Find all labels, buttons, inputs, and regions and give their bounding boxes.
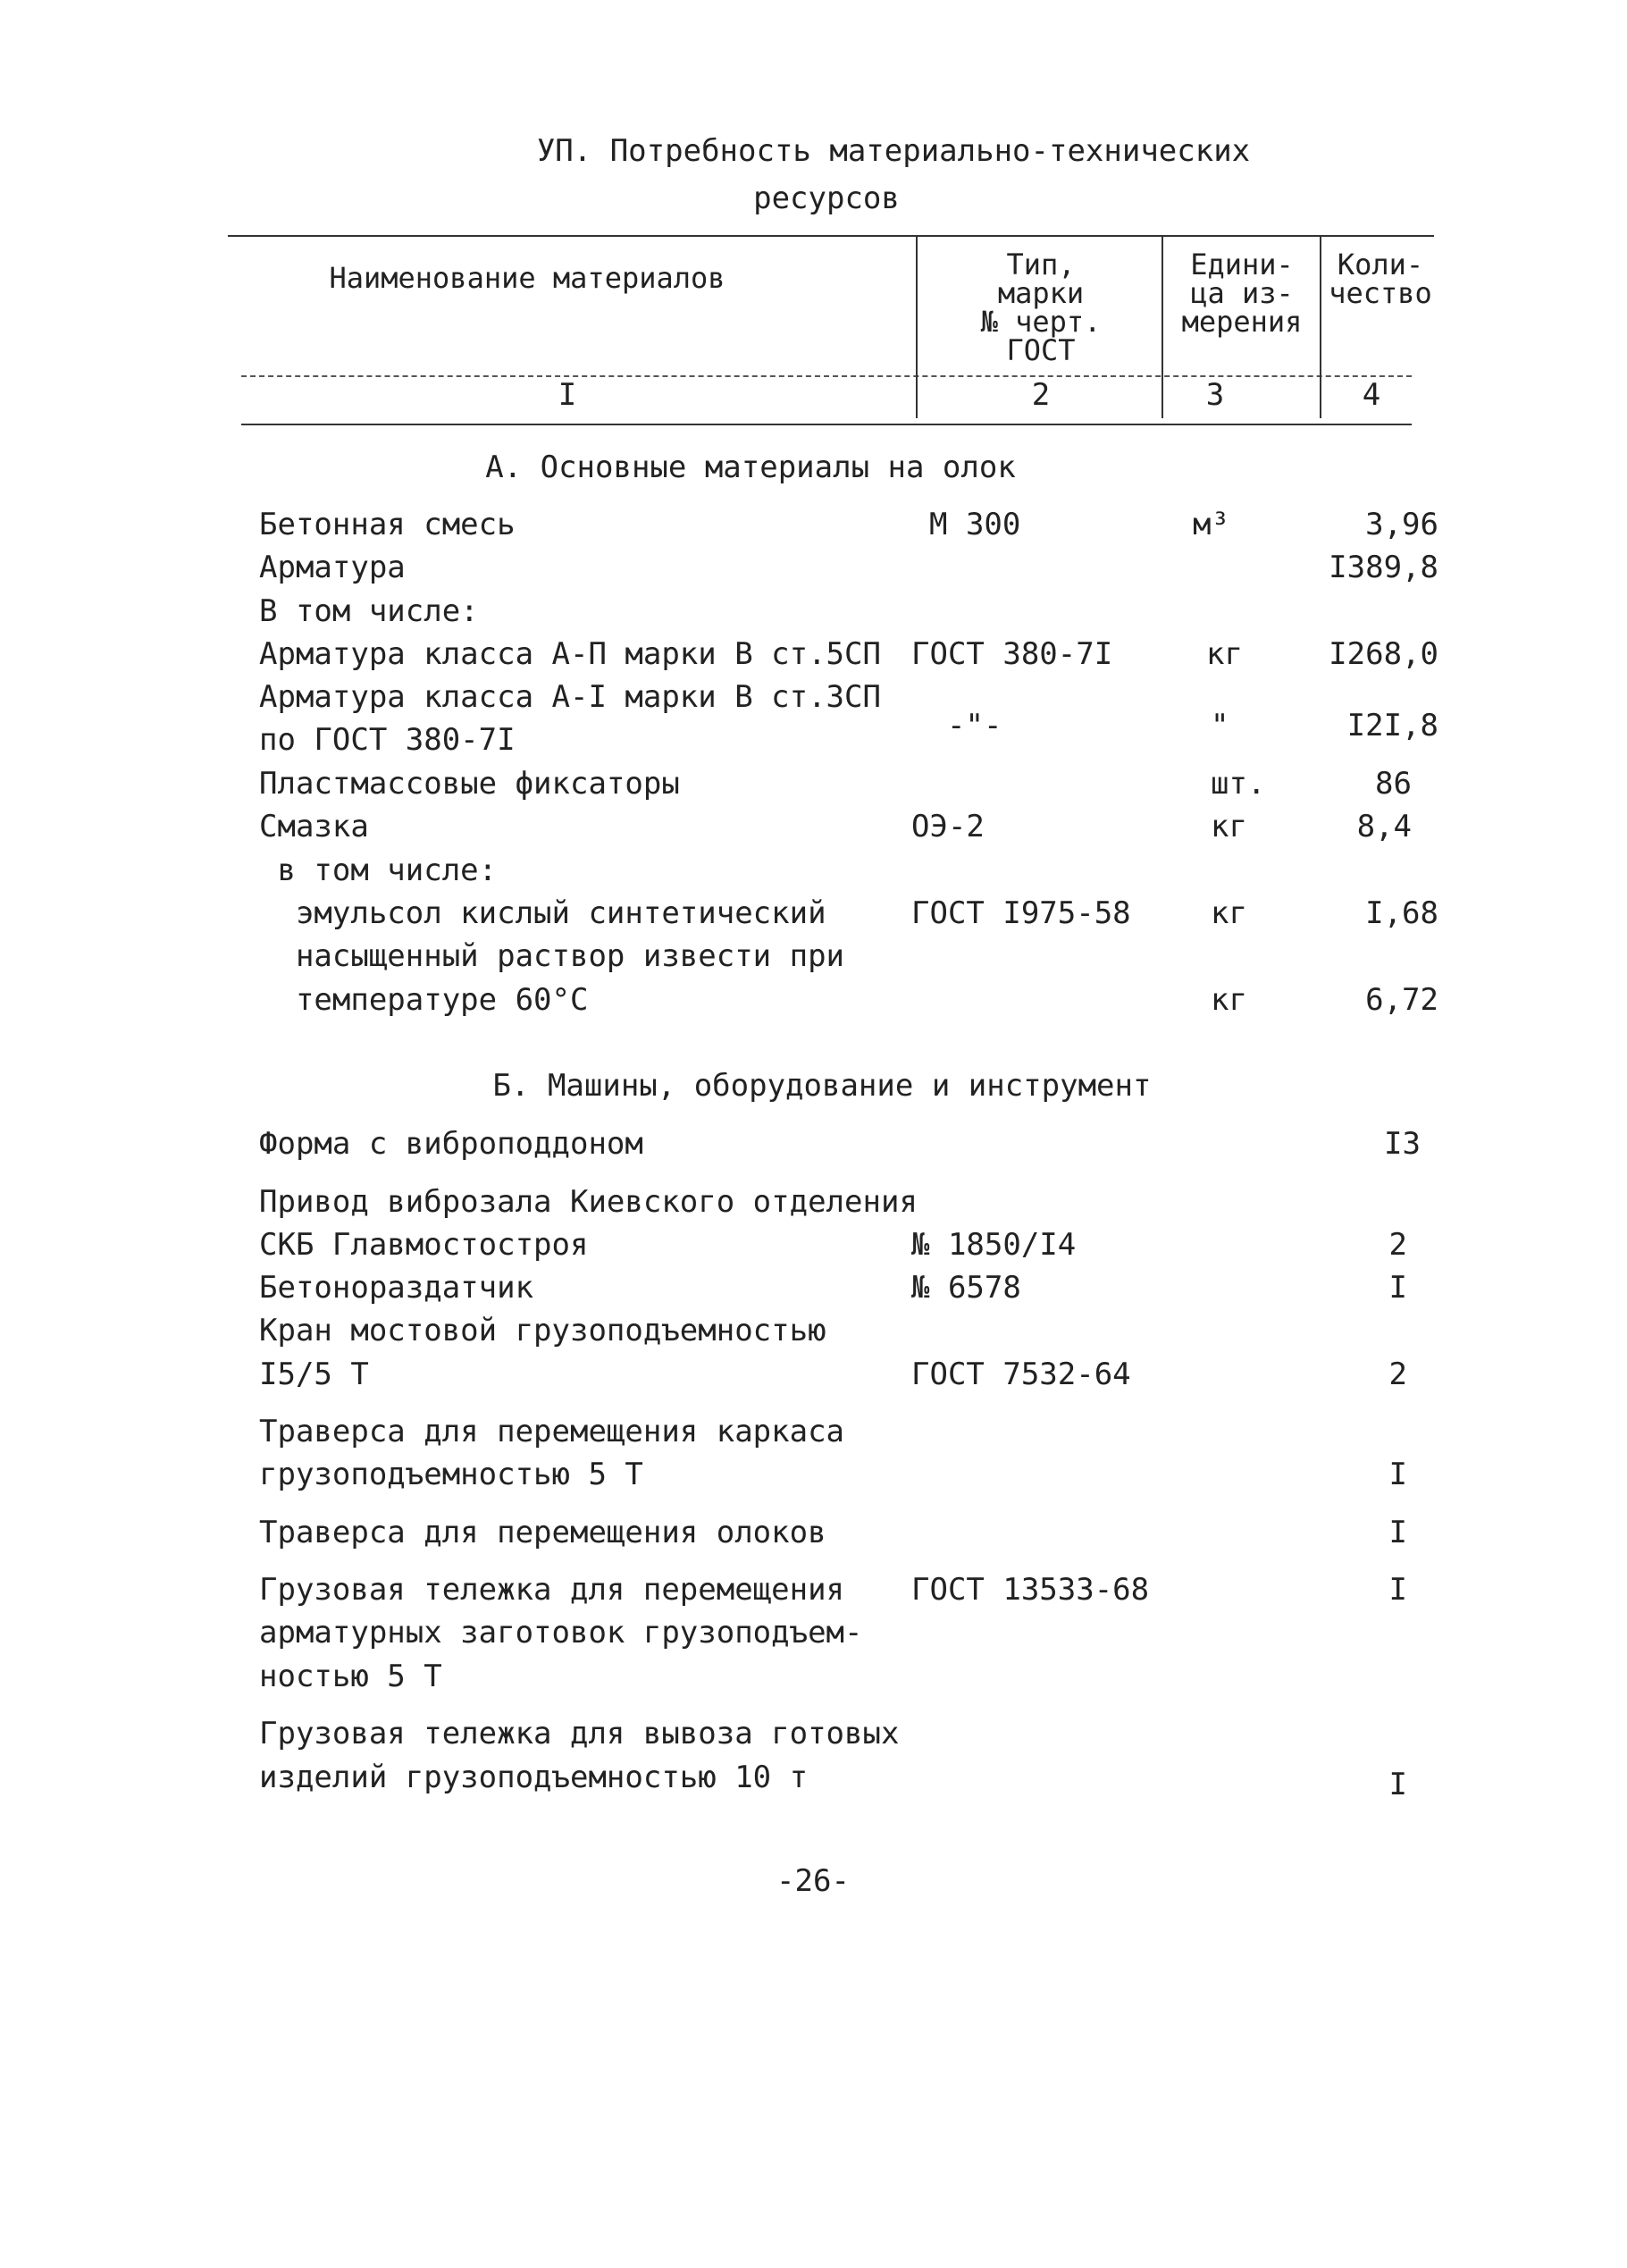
section-b-row-qty: I [1388, 1572, 1407, 1608]
section-b-row-name: Грузовая тележка для перемещения [259, 1572, 845, 1608]
section-b-row-qty: I [1388, 1515, 1407, 1550]
column-number-1: I [558, 377, 577, 413]
section-b-row-name: арматурных заготовок грузоподъем- [259, 1615, 863, 1651]
header-unit-cell: Едини- ца из- мерения [1181, 248, 1303, 339]
section-b-row-qty: I [1388, 1767, 1407, 1802]
section-b-row-qty: 2 [1388, 1357, 1407, 1392]
header-bottom-rule [241, 424, 1412, 425]
section-a-row-name: эмульсол кислый синтетический [259, 895, 826, 931]
section-b-row-qty: I [1388, 1270, 1407, 1306]
section-a-row-type: ОЭ-2 [911, 809, 985, 844]
section-b-row-name: СКБ Главмостостроя [259, 1227, 589, 1263]
section-b-row-name: Привод виброзала Киевского отделения [259, 1184, 918, 1220]
section-a-row-name: в том числе: [259, 853, 498, 888]
section-a-row-name: Арматура класса А-I марки В ст.3СП [259, 679, 881, 715]
section-a-row-qty: I389,8 [1329, 550, 1438, 585]
section-a-row-name: Арматура [259, 550, 406, 585]
section-b-row-name: грузоподъемностью 5 Т [259, 1457, 643, 1492]
section-a-row-qty: I,68 [1365, 895, 1438, 931]
section-a-row-type: -"- [947, 708, 1002, 743]
section-b-title: Б. Машины, оборудование и инструмент [492, 1068, 1152, 1104]
section-a-row-qty: 6,72 [1365, 982, 1438, 1018]
section-a-title: А. Основные материалы на олок [485, 449, 1016, 485]
column-number-2: 2 [1031, 377, 1051, 413]
section-a-row-name: Арматура класса А-П марки В ст.5СП [259, 636, 881, 672]
header-top-rule [228, 235, 1434, 237]
section-a-row-type: М 300 [929, 507, 1021, 542]
section-a-row-name: Смазка [259, 809, 369, 844]
section-b-row-type: № 1850/I4 [911, 1227, 1077, 1263]
section-a-row-type: ГОСТ I975-58 [911, 895, 1131, 931]
section-a-row-name: Бетонная смесь [259, 507, 516, 542]
section-a-row-type: ГОСТ 380-7I [911, 636, 1113, 672]
section-a-row-name: В том числе: [259, 593, 479, 629]
section-a-row-qty: 3,96 [1365, 507, 1438, 542]
section-a-row-qty: 8,4 [1356, 809, 1412, 844]
section-b-row-qty: 2 [1388, 1227, 1407, 1263]
section-a-row-unit: м³ [1193, 507, 1229, 542]
section-b-row-qty: I3 [1384, 1126, 1421, 1162]
header-name-cell: Наименование материалов [329, 261, 725, 295]
page-number: -26- [776, 1863, 850, 1899]
header-qty-cell: Коли- чество [1329, 248, 1432, 310]
section-a-row-qty: 86 [1375, 766, 1412, 802]
section-b-row-name: Бетонораздатчик [259, 1270, 534, 1306]
column-number-3: 3 [1205, 377, 1225, 413]
header-divider-1 [916, 235, 918, 418]
section-b-row-type: ГОСТ 13533-68 [911, 1572, 1150, 1608]
section-a-row-unit: шт. [1211, 766, 1266, 802]
section-a-row-unit: кг [1211, 982, 1247, 1018]
section-a-row-name: по ГОСТ 380-7I [259, 722, 516, 758]
section-a-row-qty: I268,0 [1329, 636, 1438, 672]
section-a-row-unit: кг [1211, 895, 1247, 931]
section-a-row-qty: I2I,8 [1346, 708, 1438, 743]
column-number-4: 4 [1362, 377, 1381, 413]
section-b-row-name: изделий грузоподъемностью 10 т [259, 1760, 809, 1795]
header-divider-2 [1162, 235, 1163, 418]
section-b-row-name: Траверса для перемещения каркаса [259, 1414, 845, 1449]
section-b-row-qty: I [1388, 1457, 1407, 1492]
section-b-row-name: I5/5 Т [259, 1357, 369, 1392]
section-a-row-name: насыщенный раствор извести при [259, 938, 845, 974]
section-b-row-name: Кран мостовой грузоподъемностью [259, 1313, 826, 1348]
section-b-row-type: ГОСТ 7532-64 [911, 1357, 1131, 1392]
section-b-row-name: Грузовая тележка для вывоза готовых [259, 1716, 900, 1751]
section-b-row-name: ностью 5 Т [259, 1659, 442, 1694]
document-title-line-2: ресурсов [753, 181, 900, 216]
section-b-row-name: Траверса для перемещения олоков [259, 1515, 826, 1550]
header-divider-3 [1320, 235, 1321, 418]
section-b-row-type: № 6578 [911, 1270, 1021, 1306]
section-b-row-name: Форма с виброподдоном [259, 1126, 643, 1162]
section-a-row-name: температуре 60°С [259, 982, 589, 1018]
header-type-cell: Тип, марки № черт. ГОСТ [980, 248, 1102, 367]
section-a-row-unit: " [1211, 708, 1229, 743]
section-a-row-name: Пластмассовые фиксаторы [259, 766, 680, 802]
section-a-row-unit: кг [1211, 809, 1247, 844]
section-a-row-unit: кг [1206, 636, 1243, 672]
header-mid-rule [241, 375, 1412, 377]
document-title-line-1: УП. Потребность материально-технических [536, 133, 1251, 169]
